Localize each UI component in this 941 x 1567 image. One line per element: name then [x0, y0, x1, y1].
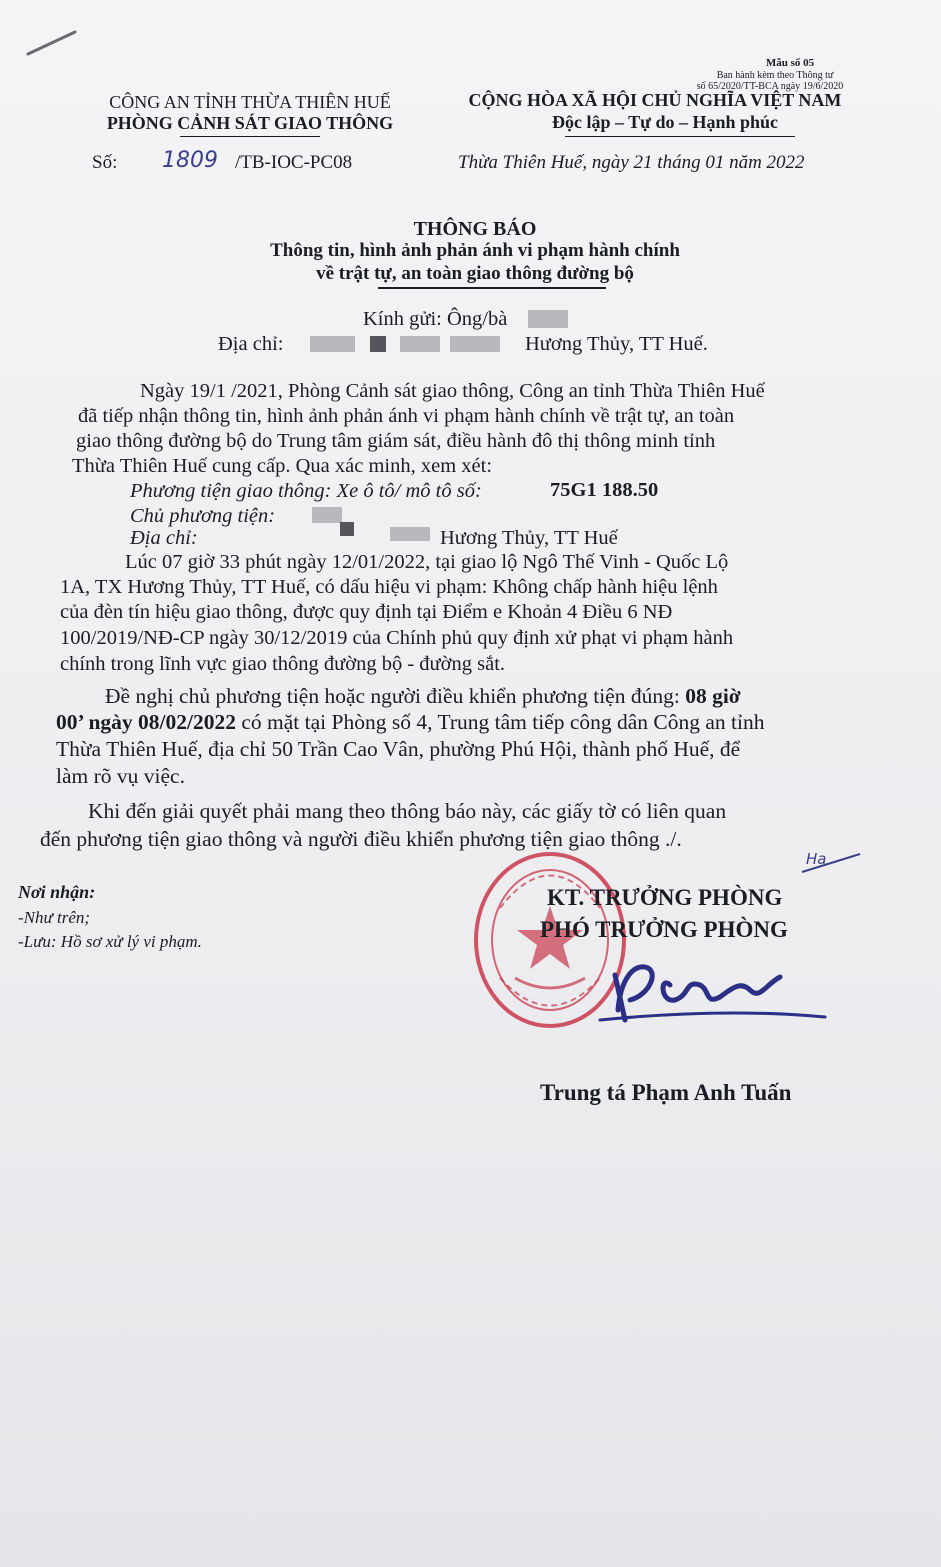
redacted-address-1: [310, 336, 355, 352]
notice-subtitle-1: Thông tin, hình ảnh phản ánh vi phạm hành chính: [270, 240, 680, 261]
recipients-label: Nơi nhận:: [18, 882, 96, 902]
recipient-address-label: Địa chỉ:: [218, 333, 284, 355]
body-p2-line5: chính trong lĩnh vực giao thông đường bộ - đường sắt.: [60, 653, 506, 675]
handwritten-signature-icon: [590, 955, 830, 1035]
owner-label: Chủ phương tiện:: [130, 505, 276, 527]
agency-name: CÔNG AN TỈNH THỪA THIÊN HUẾ: [109, 92, 391, 112]
vehicle-label: Phương tiện giao thông: Xe ô tô/ mô tô số:: [130, 480, 482, 502]
nation-name: CỘNG HÒA XÃ HỘI CHỦ NGHĨA VIỆT NAM: [468, 90, 842, 110]
body-p3-line3: Thừa Thiên Huế, địa chỉ 50 Trần Cao Vân, phường Phú Hội, thành phố Huế, để: [56, 737, 741, 761]
signature-title-1: KT. TRƯỞNG PHÒNG: [547, 885, 783, 910]
body-p3-line2: [56, 710, 765, 735]
motto-underline: [565, 136, 795, 137]
vehicle-plate: 75G1 188.50: [550, 479, 659, 501]
notice-subtitle-2: về trật tự, an toàn giao thông đường bộ: [316, 263, 634, 284]
document-number-suffix: /TB-IOC-PC08: [235, 152, 353, 173]
body-p3-line2-time: 00’ ngày: [56, 710, 133, 734]
body-p3-line4: làm rõ vụ việc.: [56, 764, 185, 788]
body-p4-line1: Khi đến giải quyết phải mang theo thông báo này, các giấy tờ có liên quan: [88, 799, 727, 823]
redacted-address-2: [370, 336, 386, 352]
body-p4-line2: đến phương tiện giao thông và người điều khiển phương tiện giao thông ./.: [40, 827, 682, 851]
form-note-line1: Ban hành kèm theo Thông tư: [716, 70, 834, 81]
owner-address-label: Địa chỉ:: [130, 527, 198, 549]
title-underline: [378, 287, 606, 289]
form-title: Mẫu số 05: [765, 57, 815, 69]
redacted-owner-address-1: [340, 522, 354, 536]
signature-title-2: PHÓ TRƯỞNG PHÒNG: [540, 917, 788, 942]
document-number-label: Số:: [92, 152, 118, 173]
body-p1-line1: Ngày 19/1 /2021, Phòng Cảnh sát giao thông, Công an tỉnh Thừa Thiên Huế: [140, 380, 765, 402]
form-note-line2: số 65/2020/TT-BCA ngày 19/6/2020: [696, 81, 844, 92]
body-p3-line1-prefix: Đề nghị chủ phương tiện hoặc người điều khiển phương tiện đúng:: [105, 684, 680, 708]
body-p3-line1: [105, 684, 741, 709]
notice-title: THÔNG BÁO: [413, 218, 537, 240]
body-p1-line2: đã tiếp nhận thông tin, hình ảnh phản ánh vi phạm hành chính về trật tự, an toàn: [78, 405, 735, 427]
body-p1-line3: giao thông đường bộ do Trung tâm giám sát, điều hành đô thị thông minh tỉnh: [76, 430, 716, 452]
body-p3-line2-rest: có mặt tại Phòng số 4, Trung tâm tiếp công dân Công an tỉnh: [241, 710, 765, 734]
signer-name: Trung tá Phạm Anh Tuấn: [540, 1080, 792, 1105]
body-p1-line4: Thừa Thiên Huế cung cấp. Qua xác minh, xem xét:: [72, 455, 493, 477]
recipient-greeting: Kính gửi: Ông/bà: [363, 308, 508, 330]
document-number-handwritten: 1809: [162, 148, 218, 173]
initials-mark: Ha: [806, 850, 827, 868]
pencil-mark-icon: [25, 28, 80, 58]
nation-motto: Độc lập – Tự do – Hạnh phúc: [551, 112, 779, 132]
recipients-item-1: -Như trên;: [18, 908, 91, 927]
recipient-address-value: Hương Thủy, TT Huế.: [525, 333, 708, 355]
redacted-address-4: [450, 336, 500, 352]
redacted-name: [528, 310, 568, 328]
body-p3-line1-time: 08 giờ: [685, 684, 741, 708]
redacted-address-3: [400, 336, 440, 352]
initials-stroke-icon: [800, 848, 870, 878]
body-p2-line3: của đèn tín hiệu giao thông, được quy định tại Điểm e Khoản 4 Điều 6 NĐ: [60, 601, 673, 623]
issue-date: Thừa Thiên Huế, ngày 21 tháng 01 năm 2022: [458, 152, 805, 173]
body-p2-line1: Lúc 07 giờ 33 phút ngày 12/01/2022, tại giao lộ Ngô Thế Vinh - Quốc Lộ: [125, 551, 729, 573]
owner-address-value: Hương Thủy, TT Huế: [440, 527, 618, 549]
body-p2-line2: 1A, TX Hương Thủy, TT Huế, có dấu hiệu vi phạm: Không chấp hành hiệu lệnh: [60, 576, 718, 598]
department-underline: [180, 136, 320, 137]
body-p2-line4: 100/2019/NĐ-CP ngày 30/12/2019 của Chính phủ quy định xử phạt vi phạm hành: [60, 627, 734, 649]
redacted-owner-address-2: [390, 527, 430, 541]
department-name: PHÒNG CẢNH SÁT GIAO THÔNG: [106, 113, 394, 133]
recipients-item-2: -Lưu: Hồ sơ xử lý vi phạm.: [18, 932, 202, 951]
redacted-owner: [312, 507, 342, 523]
body-p3-appointment-date: 08/02/2022: [138, 710, 236, 734]
